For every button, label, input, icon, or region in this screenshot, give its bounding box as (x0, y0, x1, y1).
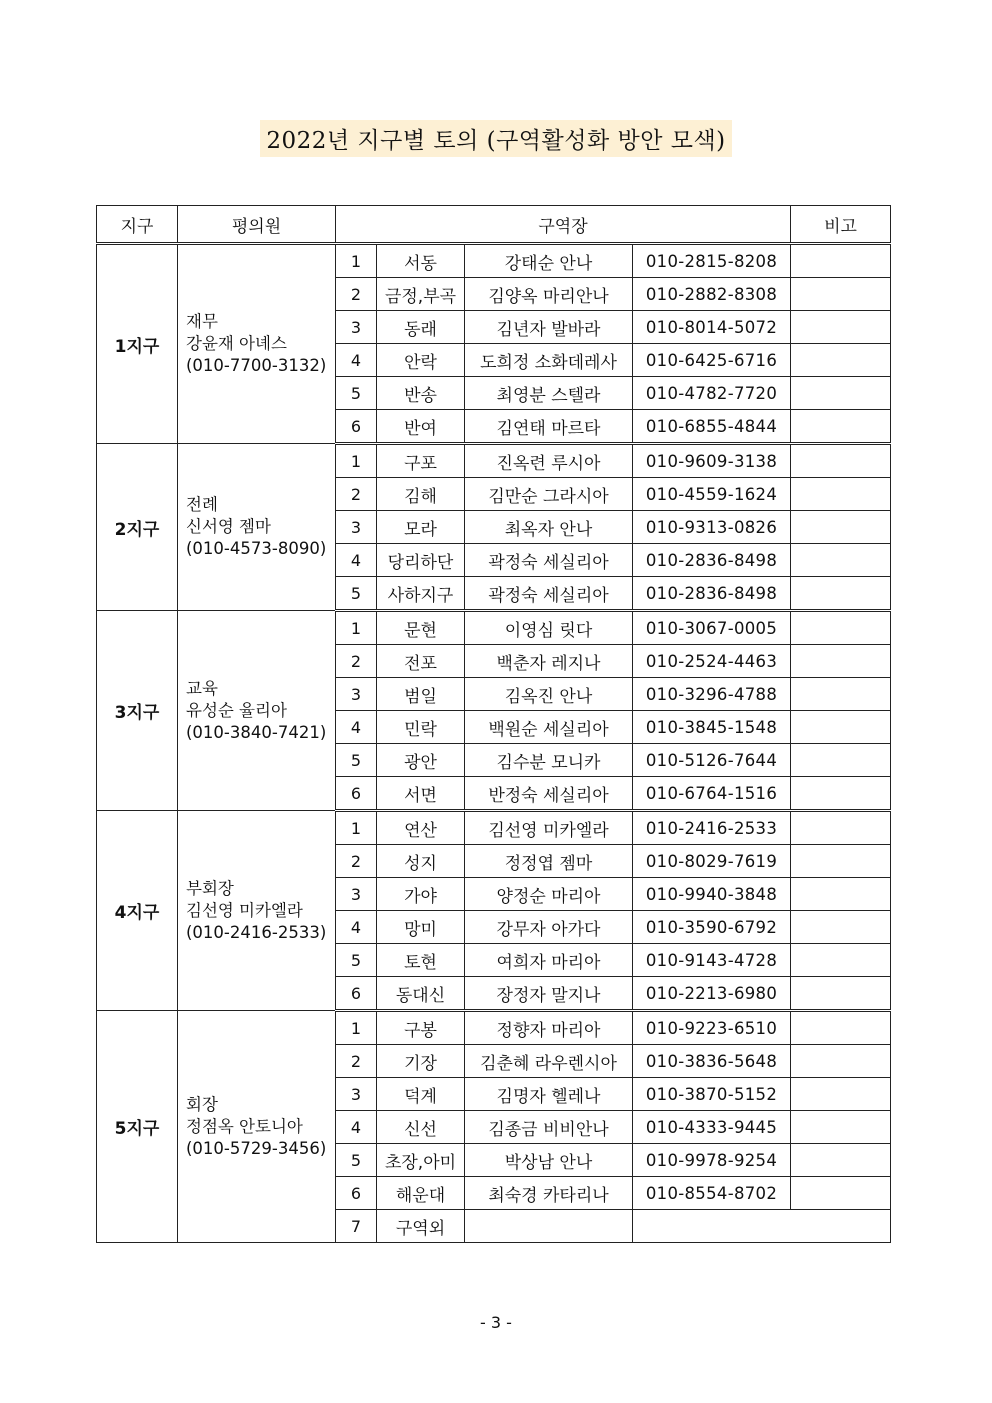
zone-phone: 010-9978-9254 (633, 1144, 791, 1177)
leader-role: 부회장 (186, 878, 234, 898)
zone-phone: 010-4782-7720 (633, 377, 791, 410)
leader-phone: (010-2416-2533) (186, 922, 327, 942)
zone-name: 문현 (377, 611, 465, 645)
zone-phone: 010-5126-7644 (633, 744, 791, 777)
page-title: 2022년 지구별 토의 (구역활성화 방안 모색) (260, 120, 731, 157)
leader-phone: (010-4573-8090) (186, 539, 327, 558)
leader-phone: (010-7700-3132) (186, 356, 327, 375)
zone-phone: 010-8014-5072 (633, 311, 791, 344)
leader-phone: (010-5729-3456) (186, 1138, 327, 1158)
zone-name: 성지 (377, 845, 465, 878)
zone-phone: 010-9223-6510 (633, 1011, 791, 1045)
table-row (97, 444, 891, 478)
zone-phone: 010-2882-8308 (633, 278, 791, 311)
remarks-cell (791, 645, 891, 678)
zone-head: 강태순 안나 (465, 244, 633, 278)
zone-name: 전포 (377, 645, 465, 678)
zone-head: 곽정숙 세실리아 (465, 577, 633, 611)
remarks-cell (791, 811, 891, 845)
leader-cell (178, 611, 336, 811)
zone-head: 김옥진 안나 (465, 678, 633, 711)
zone-name: 서동 (377, 244, 465, 278)
zone-name: 연산 (377, 811, 465, 845)
remarks-cell (791, 1045, 891, 1078)
zone-head: 김양옥 마리안나 (465, 278, 633, 311)
zone-number: 4 (336, 1111, 377, 1144)
zone-number: 2 (336, 845, 377, 878)
zone-number: 1 (336, 444, 377, 478)
remarks-cell (791, 244, 891, 278)
zone-number: 7 (336, 1210, 377, 1243)
leader-name: 김선영 미카엘라 (186, 900, 303, 920)
zone-name: 반송 (377, 377, 465, 410)
zone-phone: 010-2416-2533 (633, 811, 791, 845)
title-wrap (0, 120, 992, 157)
leader-role: 교육 (186, 678, 218, 698)
table-header-row (97, 206, 891, 244)
zone-phone: 010-3870-5152 (633, 1078, 791, 1111)
zone-phone: 010-6425-6716 (633, 344, 791, 377)
leader-cell (178, 1011, 336, 1243)
zone-number: 3 (336, 1078, 377, 1111)
zone-phone: 010-9940-3848 (633, 878, 791, 911)
remarks-cell (791, 1144, 891, 1177)
zone-head: 진옥련 루시아 (465, 444, 633, 478)
zone-number: 1 (336, 244, 377, 278)
remarks-cell (791, 711, 891, 744)
zone-number: 6 (336, 977, 377, 1011)
district-cell: 4지구 (97, 811, 178, 1011)
leader-name: 강윤재 아녜스 (186, 334, 287, 353)
zone-head: 김명자 헬레나 (465, 1078, 633, 1111)
zone-name: 반여 (377, 410, 465, 444)
zone-phone: 010-2524-4463 (633, 645, 791, 678)
zone-name: 가야 (377, 878, 465, 911)
leader-name: 유성순 율리아 (186, 700, 287, 720)
table-row (97, 611, 891, 645)
leader-role: 전례 (186, 495, 218, 514)
table-body (97, 244, 891, 1243)
zone-number: 6 (336, 777, 377, 811)
remarks-cell (791, 444, 891, 478)
zone-number: 2 (336, 278, 377, 311)
remarks-cell (791, 1111, 891, 1144)
zone-number: 6 (336, 1177, 377, 1210)
zone-phone: 010-6764-1516 (633, 777, 791, 811)
zone-head: 박상남 안나 (465, 1144, 633, 1177)
zone-phone: 010-2815-8208 (633, 244, 791, 278)
remarks-cell (791, 678, 891, 711)
zone-head: 장정자 말지나 (465, 977, 633, 1011)
zone-head: 도희정 소화데레사 (465, 344, 633, 377)
zone-number: 4 (336, 344, 377, 377)
zone-head: 김춘혜 라우렌시아 (465, 1045, 633, 1078)
leader-cell (178, 811, 336, 1011)
remarks-cell (791, 1177, 891, 1210)
remarks-cell (791, 278, 891, 311)
zone-head: 반정숙 세실리아 (465, 777, 633, 811)
header-leader: 평의원 (178, 206, 336, 244)
zone-phone: 010-9143-4728 (633, 944, 791, 977)
zone-phone: 010-3836-5648 (633, 1045, 791, 1078)
zone-name: 덕계 (377, 1078, 465, 1111)
table-row (97, 811, 891, 845)
zone-head: 김선영 미카엘라 (465, 811, 633, 845)
leader-cell (178, 244, 336, 444)
zone-head: 강무자 아가다 (465, 911, 633, 944)
header-remarks: 비고 (791, 206, 891, 244)
remarks-cell (791, 410, 891, 444)
leader-name: 정점옥 안토니아 (186, 1116, 303, 1136)
leader-name: 신서영 젬마 (186, 517, 271, 536)
zone-number: 1 (336, 811, 377, 845)
zone-head: 곽정숙 세실리아 (465, 544, 633, 577)
zone-name: 기장 (377, 1045, 465, 1078)
zone-head: 김종금 비비안나 (465, 1111, 633, 1144)
zone-head: 이영심 릿다 (465, 611, 633, 645)
remarks-cell (791, 1078, 891, 1111)
district-cell: 5지구 (97, 1011, 178, 1243)
zone-phone: 010-9609-3138 (633, 444, 791, 478)
zone-phone: 010-2836-8498 (633, 577, 791, 611)
zone-phone: 010-6855-4844 (633, 410, 791, 444)
remarks-cell (791, 777, 891, 811)
zone-head: 김만순 그라시아 (465, 478, 633, 511)
zone-phone: 010-3296-4788 (633, 678, 791, 711)
zone-number: 5 (336, 377, 377, 410)
remarks-cell (791, 511, 891, 544)
leader-phone: (010-3840-7421) (186, 722, 327, 742)
zone-name: 망미 (377, 911, 465, 944)
zone-number: 2 (336, 1045, 377, 1078)
zone-head: 정정엽 젬마 (465, 845, 633, 878)
remarks-cell (791, 845, 891, 878)
zone-head: 최영분 스텔라 (465, 377, 633, 410)
remarks-cell (791, 544, 891, 577)
zone-head (465, 1210, 633, 1243)
table-row (97, 1011, 891, 1045)
zone-phone: 010-4559-1624 (633, 478, 791, 511)
zone-number: 5 (336, 744, 377, 777)
zone-head: 백춘자 레지나 (465, 645, 633, 678)
zone-number: 5 (336, 1144, 377, 1177)
remarks-cell (791, 377, 891, 410)
zone-name: 신선 (377, 1111, 465, 1144)
zone-phone (633, 1210, 891, 1243)
zone-head: 정향자 마리아 (465, 1011, 633, 1045)
page-number: - 3 - (480, 1313, 512, 1332)
remarks-cell (791, 311, 891, 344)
header-district: 지구 (97, 206, 178, 244)
zone-name: 민락 (377, 711, 465, 744)
zone-head: 김연태 마르타 (465, 410, 633, 444)
zone-head: 양정순 마리아 (465, 878, 633, 911)
zone-number: 3 (336, 311, 377, 344)
district-table (96, 205, 891, 1243)
district-cell: 2지구 (97, 444, 178, 611)
zone-name: 당리하단 (377, 544, 465, 577)
remarks-cell (791, 611, 891, 645)
zone-phone: 010-3067-0005 (633, 611, 791, 645)
zone-number: 1 (336, 1011, 377, 1045)
header-zone: 구역장 (336, 206, 791, 244)
remarks-cell (791, 944, 891, 977)
remarks-cell (791, 478, 891, 511)
leader-role: 재무 (186, 312, 218, 331)
zone-name: 광안 (377, 744, 465, 777)
remarks-cell (791, 911, 891, 944)
zone-number: 4 (336, 911, 377, 944)
zone-phone: 010-2213-6980 (633, 977, 791, 1011)
zone-phone: 010-8029-7619 (633, 845, 791, 878)
remarks-cell (791, 878, 891, 911)
zone-head: 최숙경 카타리나 (465, 1177, 633, 1210)
zone-head: 백원순 세실리아 (465, 711, 633, 744)
zone-name: 사하지구 (377, 577, 465, 611)
zone-head: 최옥자 안나 (465, 511, 633, 544)
zone-number: 1 (336, 611, 377, 645)
zone-phone: 010-2836-8498 (633, 544, 791, 577)
zone-phone: 010-4333-9445 (633, 1111, 791, 1144)
zone-name: 금정,부곡 (377, 278, 465, 311)
zone-name: 동대신 (377, 977, 465, 1011)
zone-phone: 010-8554-8702 (633, 1177, 791, 1210)
remarks-cell (791, 977, 891, 1011)
zone-name: 동래 (377, 311, 465, 344)
zone-head: 김수분 모니카 (465, 744, 633, 777)
zone-name: 김해 (377, 478, 465, 511)
zone-number: 5 (336, 944, 377, 977)
zone-name: 서면 (377, 777, 465, 811)
zone-name: 구봉 (377, 1011, 465, 1045)
zone-number: 4 (336, 711, 377, 744)
zone-name: 안락 (377, 344, 465, 377)
remarks-cell (791, 577, 891, 611)
zone-number: 4 (336, 544, 377, 577)
zone-number: 3 (336, 878, 377, 911)
zone-name: 해운대 (377, 1177, 465, 1210)
table-row (97, 244, 891, 278)
zone-head: 김년자 발바라 (465, 311, 633, 344)
remarks-cell (791, 1011, 891, 1045)
remarks-cell (791, 344, 891, 377)
zone-head: 여희자 마리아 (465, 944, 633, 977)
district-cell: 1지구 (97, 244, 178, 444)
zone-name: 구포 (377, 444, 465, 478)
remarks-cell (791, 744, 891, 777)
zone-number: 3 (336, 511, 377, 544)
zone-name: 초장,아미 (377, 1144, 465, 1177)
zone-number: 5 (336, 577, 377, 611)
zone-phone: 010-3590-6792 (633, 911, 791, 944)
leader-role: 회장 (186, 1094, 218, 1114)
zone-number: 6 (336, 410, 377, 444)
zone-number: 2 (336, 645, 377, 678)
zone-number: 3 (336, 678, 377, 711)
leader-cell (178, 444, 336, 611)
zone-phone: 010-9313-0826 (633, 511, 791, 544)
zone-number: 2 (336, 478, 377, 511)
zone-name: 모라 (377, 511, 465, 544)
zone-name: 토현 (377, 944, 465, 977)
zone-name: 범일 (377, 678, 465, 711)
zone-phone: 010-3845-1548 (633, 711, 791, 744)
district-cell: 3지구 (97, 611, 178, 811)
zone-name: 구역외 (377, 1210, 465, 1243)
